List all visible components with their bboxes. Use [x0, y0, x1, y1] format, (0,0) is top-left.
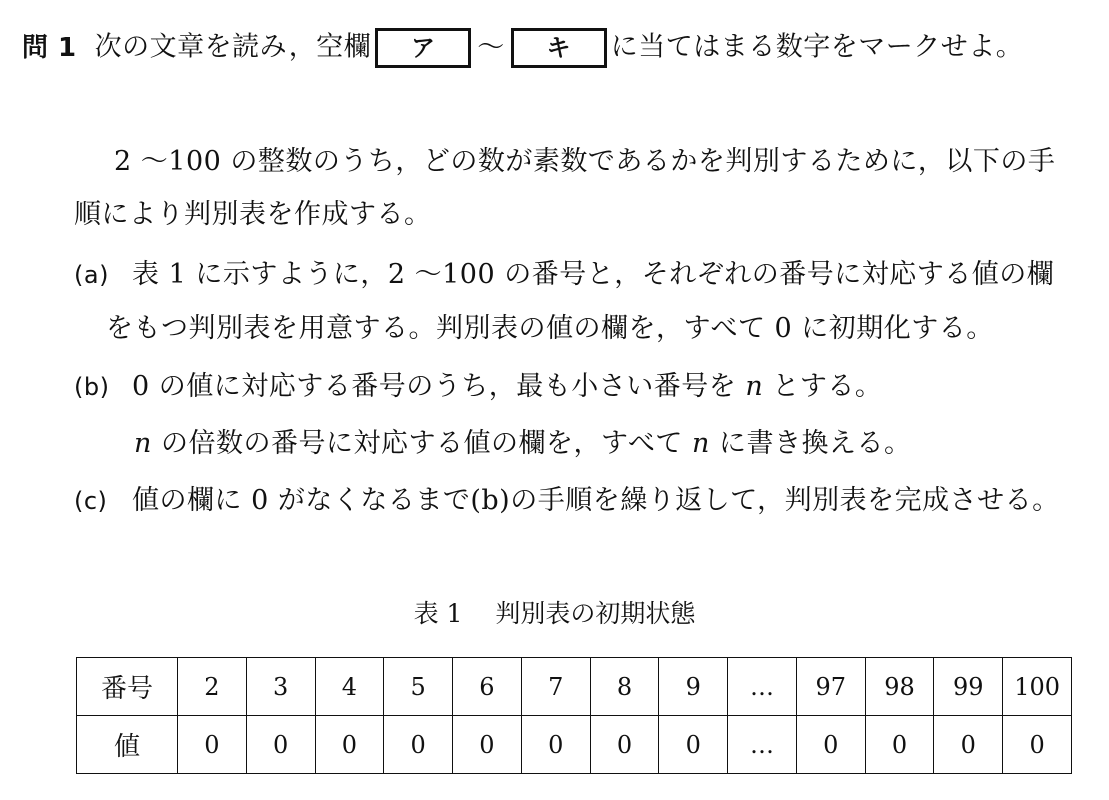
- row-header-value: 値: [77, 716, 178, 774]
- step-b-line-2: [134, 427, 912, 461]
- step-b-line-2-before: の倍数の番号に対応する値の欄を，すべて: [151, 428, 693, 459]
- table-row-values: [77, 716, 1072, 774]
- range-tilde: 〜: [477, 31, 505, 63]
- intro-line-2: 順により判別表を作成する。: [74, 199, 432, 230]
- table-cell-value: 0: [1003, 716, 1072, 774]
- table-cell-number: 8: [590, 658, 659, 716]
- step-b-line-1-after: とする。: [763, 371, 883, 402]
- table-cell-value: 0: [315, 716, 384, 774]
- row-header-number: 番号: [77, 658, 178, 716]
- table-cell-number: 97: [796, 658, 865, 716]
- table-cell-value: 0: [659, 716, 728, 774]
- table-cell-value: 0: [453, 716, 522, 774]
- table-row-numbers: [77, 658, 1072, 716]
- intro-line-1: 2 〜100 の整数のうち，どの数が素数であるかを判別するために，以下の手: [114, 146, 1056, 177]
- table-cell-number: 9: [659, 658, 728, 716]
- step-a-line-1: 表 1 に示すように，2 〜100 の番号と，それぞれの番号に対応する値の欄: [132, 259, 1055, 290]
- step-b: [74, 370, 882, 404]
- table-cell-number: 100: [1003, 658, 1072, 716]
- step-a-line-2: をもつ判別表を用意する。判別表の値の欄を，すべて 0 に初期化する。: [106, 313, 994, 344]
- step-a: [74, 258, 1054, 292]
- table-cell-number: 6: [453, 658, 522, 716]
- table-cell-number: 5: [384, 658, 453, 716]
- table-cell-value: …: [728, 716, 797, 774]
- table-caption: 表 1 判別表の初期状態: [413, 599, 696, 628]
- table-cell-value: 0: [521, 716, 590, 774]
- table-cell-value: 0: [178, 716, 247, 774]
- variable-n: n: [134, 428, 152, 459]
- step-b-line-1-before: 0 の値に対応する番号のうち，最も小さい番号を: [132, 371, 746, 402]
- blank-box-end: キ: [511, 28, 607, 68]
- table-cell-number: 99: [934, 658, 1003, 716]
- question-label: 問 1: [22, 32, 77, 63]
- step-a-marker: (a): [74, 261, 109, 289]
- step-b-line-2-after: に書き換える。: [709, 428, 912, 459]
- step-c-marker: (c): [74, 487, 108, 515]
- table-cell-number: 98: [865, 658, 934, 716]
- table-cell-number: 7: [521, 658, 590, 716]
- question-header: [22, 28, 1023, 68]
- table-cell-value: 0: [934, 716, 1003, 774]
- table-cell-number: 4: [315, 658, 384, 716]
- table-cell-number: 3: [246, 658, 315, 716]
- table-cell-value: 0: [796, 716, 865, 774]
- table-cell-value: 0: [865, 716, 934, 774]
- table-cell-value: 0: [590, 716, 659, 774]
- judgement-table: [76, 657, 1072, 774]
- table-cell-value: 0: [246, 716, 315, 774]
- step-c: [74, 484, 1060, 518]
- step-c-line-1: 値の欄に 0 がなくなるまで(b)の手順を繰り返して，判別表を完成させる。: [132, 485, 1060, 516]
- blank-box-start: ア: [375, 28, 471, 68]
- table-cell-value: 0: [384, 716, 453, 774]
- question-text-after: に当てはまる数字をマークせよ。: [610, 31, 1024, 63]
- question-text-before: 次の文章を読み，空欄: [94, 31, 372, 63]
- step-b-marker: (b): [74, 373, 110, 401]
- variable-n: n: [692, 428, 710, 459]
- table-cell-number: 2: [178, 658, 247, 716]
- table-cell-number: …: [728, 658, 797, 716]
- variable-n: n: [745, 371, 764, 402]
